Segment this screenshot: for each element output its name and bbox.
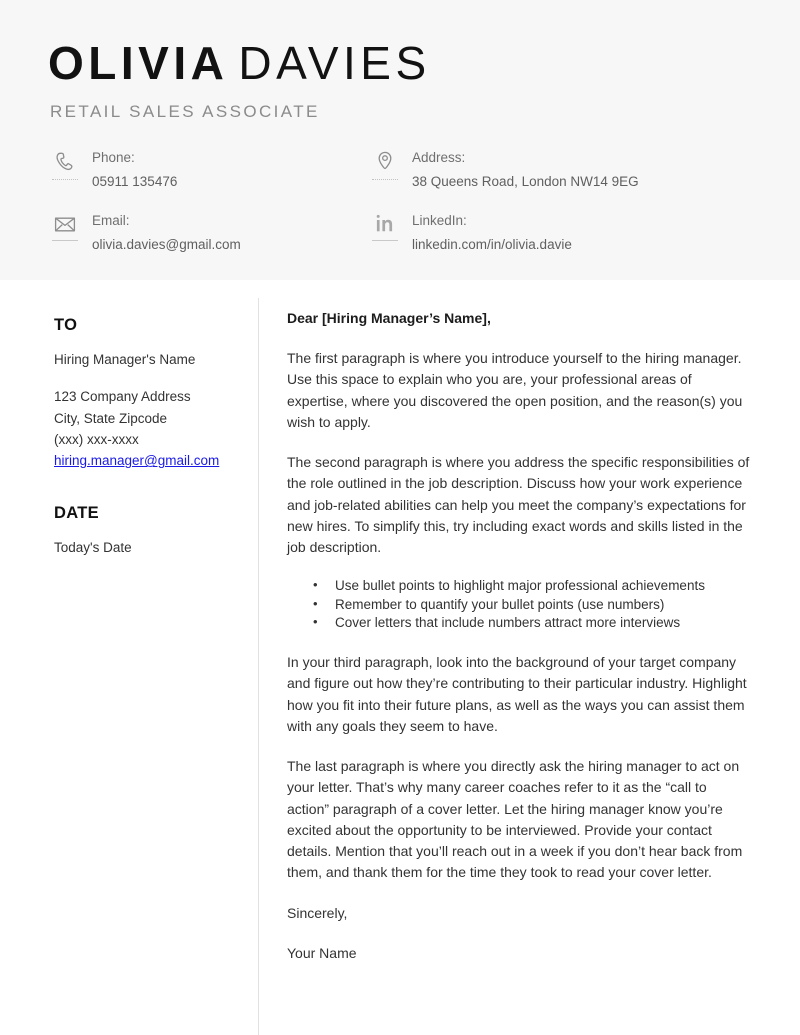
contact-label-phone: Phone: bbox=[92, 150, 135, 165]
contact-value-linkedin[interactable]: linkedin.com/in/olivia.davie bbox=[412, 236, 572, 252]
contact-text-email bbox=[82, 211, 241, 256]
recipient-sidebar bbox=[54, 316, 244, 558]
list-item: • Remember to quantify your bullet points (use numbers) bbox=[287, 596, 750, 614]
closing-text: Sincerely, bbox=[287, 904, 348, 921]
job-title: RETAIL SALES ASSOCIATE bbox=[50, 102, 320, 121]
phone-icon bbox=[48, 148, 82, 180]
icon-underline bbox=[372, 179, 398, 180]
contact-text-address bbox=[402, 148, 639, 193]
recipient-email-link[interactable]: hiring.manager@gmail.com bbox=[54, 453, 220, 469]
list-item: • Use bullet points to highlight major professional achievements bbox=[287, 577, 750, 595]
paragraph-4: The last paragraph is where you directly ask the hiring manager to act on your letter. That’s why many career coaches refer to it as the “call to action” paragraph of a cover letter. Let the hiring manager know you’re excited about the opportunity to be interviewed. Provide your contact details. Mention that you’ll reach out in a week if you don’t hear back from them, and thank them for the time they took to read your cover letter. bbox=[287, 758, 743, 881]
contact-text-linkedin bbox=[402, 211, 572, 256]
location-icon bbox=[368, 148, 402, 180]
contact-details bbox=[48, 148, 752, 256]
icon-underline bbox=[372, 240, 398, 241]
contact-label-address: Address: bbox=[412, 150, 466, 165]
page-title bbox=[48, 36, 752, 89]
contact-item-email bbox=[48, 211, 368, 256]
signature-name: Your Name bbox=[287, 944, 357, 961]
recipient-address-line1: 123 Company Address bbox=[54, 389, 191, 405]
recipient-phone: (xxx) xxx-xxxx bbox=[54, 431, 139, 447]
date-heading: DATE bbox=[54, 503, 99, 522]
date-value: Today's Date bbox=[54, 539, 132, 555]
letterhead-header bbox=[0, 0, 800, 280]
contact-label-linkedin: LinkedIn: bbox=[412, 212, 467, 228]
column-divider bbox=[258, 298, 259, 1035]
contact-item-linkedin bbox=[368, 211, 752, 256]
recipient-address-line2: City, State Zipcode bbox=[54, 410, 168, 426]
contact-label-email: Email: bbox=[92, 212, 130, 228]
contact-text-phone bbox=[82, 148, 177, 193]
contact-item-phone bbox=[48, 148, 368, 193]
first-name: OLIVIA bbox=[48, 37, 229, 89]
contact-value-email[interactable]: olivia.davies@gmail.com bbox=[92, 236, 241, 252]
contact-item-address bbox=[368, 148, 752, 193]
contact-value-address: 38 Queens Road, London NW14 9EG bbox=[412, 173, 639, 189]
paragraph-2: The second paragraph is where you address the specific responsibilities of the role outlined in the job description. Discuss how your work experience and job-related abilities can help you meet the company’s expectations for new hires. To simplify this, try including exact words and skills listed in the job description. bbox=[287, 454, 750, 556]
salutation: Dear [Hiring Manager’s Name], bbox=[287, 310, 491, 326]
letter-body-area bbox=[0, 280, 800, 1035]
contact-value-phone[interactable]: 05911 135476 bbox=[92, 173, 178, 189]
achievement-bullet-list bbox=[287, 577, 750, 632]
icon-underline bbox=[52, 240, 78, 241]
recipient-name: Hiring Manager's Name bbox=[54, 352, 196, 367]
list-item: • Cover letters that include numbers attract more interviews bbox=[287, 614, 750, 632]
to-heading: TO bbox=[54, 316, 78, 334]
icon-underline bbox=[52, 179, 78, 180]
paragraph-3: In your third paragraph, look into the background of your target company and figure out how they’re contributing to their particular industry. Highlight how you fit into their future plans, as well as the ways you can assist them with any goals they seem to have. bbox=[287, 654, 747, 734]
letter-content bbox=[287, 308, 750, 964]
email-icon bbox=[48, 211, 82, 241]
linkedin-icon bbox=[368, 211, 402, 241]
last-name: DAVIES bbox=[238, 37, 431, 89]
paragraph-1: The first paragraph is where you introduce yourself to the hiring manager. Use this space to explain who you are, your professional areas of expertise, where you discovered the open position, and the reason(s) you wish to apply. bbox=[287, 350, 743, 430]
recipient-address-block bbox=[54, 386, 244, 471]
